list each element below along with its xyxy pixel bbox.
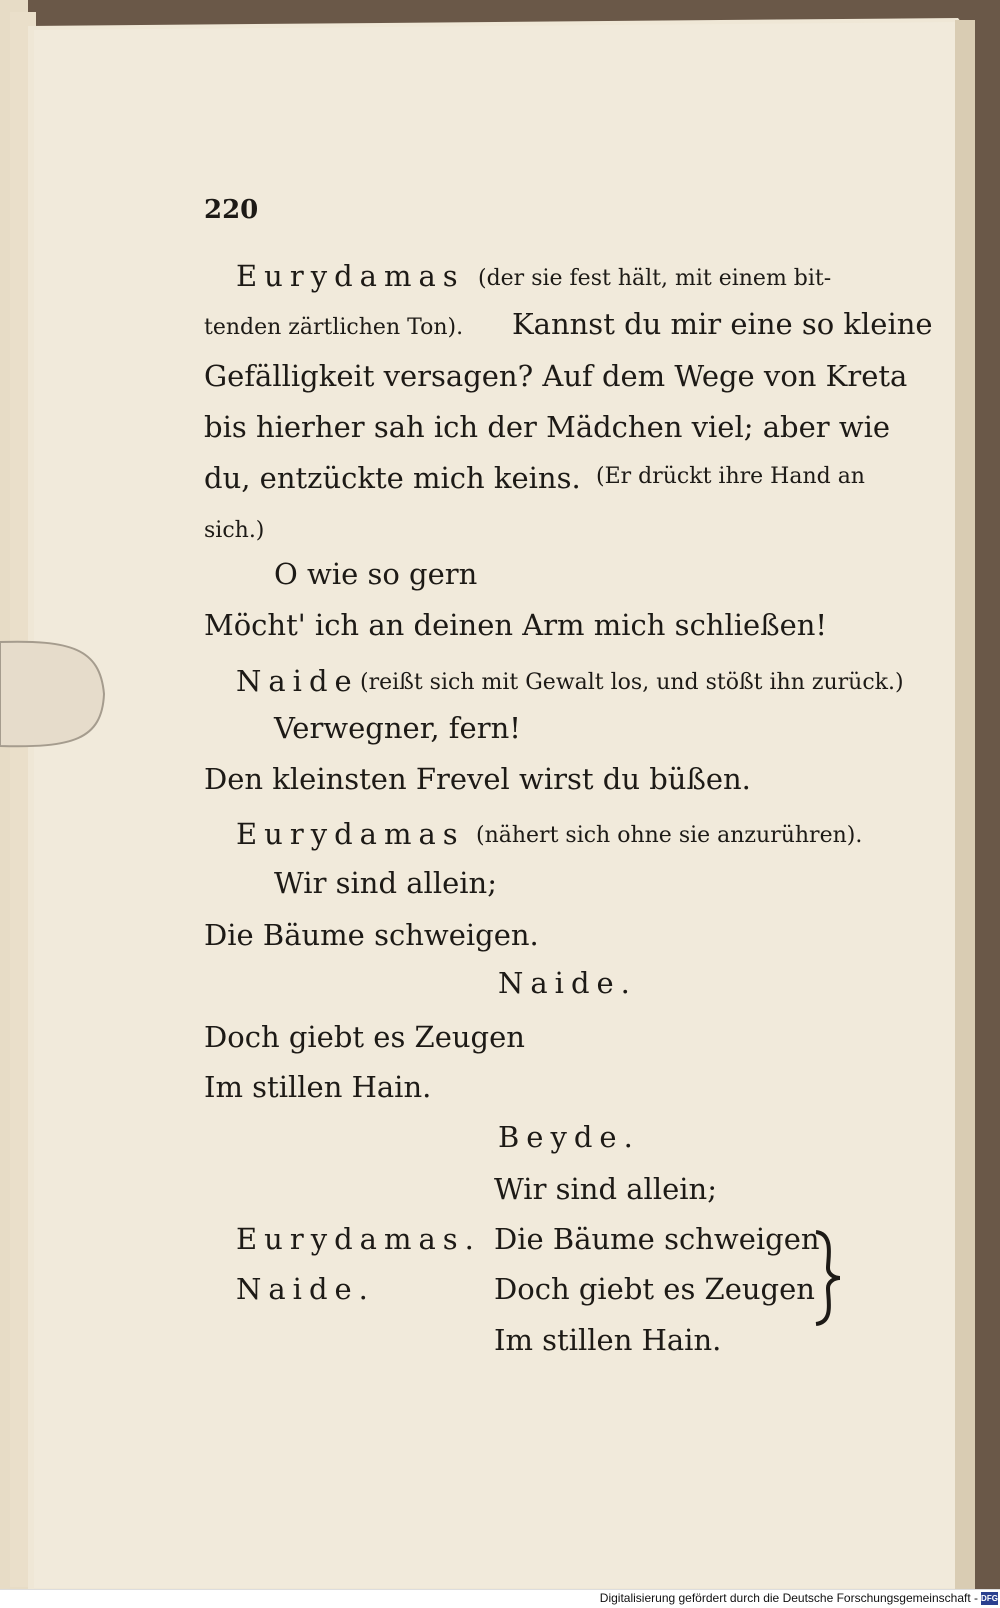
text-line: du, entzückte mich keins.: [204, 461, 581, 495]
text-line: Den kleinsten Frevel wirst du büßen.: [204, 762, 751, 796]
text-line: Doch giebt es Zeugen: [494, 1272, 815, 1306]
text-line: Wir sind allein;: [494, 1172, 717, 1206]
speaker-label: Beyde.: [498, 1120, 640, 1154]
stage-direction: tenden zärtlichen Ton).: [204, 315, 464, 340]
stage-direction: (nähert sich ohne sie anzurühren).: [476, 823, 863, 848]
text-line: bis hierher sah ich der Mädchen viel; aber wie: [204, 410, 891, 444]
page-number: 220: [204, 195, 259, 225]
footer-credit: Digitalisierung gefördert durch die Deutsche Forschungsgemeinschaft -: [599, 1591, 978, 1605]
stage-direction: (der sie fest hält, mit einem bit-: [478, 266, 832, 291]
text-line: Wir sind allein;: [274, 866, 497, 900]
speaker-label: Naide.: [236, 1272, 375, 1306]
text-line: Die Bäume schweigen: [494, 1222, 820, 1256]
text-line: Im stillen Hain.: [494, 1323, 722, 1357]
speaker-label: Eurydamas.: [236, 1222, 481, 1256]
speaker-label: Eurydamas: [236, 817, 465, 851]
text-line: Im stillen Hain.: [204, 1070, 432, 1104]
dfg-logo: DFG: [981, 1594, 998, 1603]
text-line: Kannst du mir eine so kleine: [512, 307, 933, 341]
curly-brace: [808, 1228, 848, 1328]
text-line: Möcht' ich an deinen Arm mich schließen!: [204, 608, 828, 642]
speaker-label: Naide: [236, 664, 359, 698]
stage-direction: (Er drückt ihre Hand an: [596, 464, 865, 489]
stage-direction: (reißt sich mit Gewalt los, und stößt ihn zurück.): [360, 670, 904, 695]
stage-direction: sich.): [204, 518, 265, 543]
text-line: Die Bäume schweigen.: [204, 918, 539, 952]
speaker-label: Naide.: [498, 966, 637, 1000]
text-line: Verwegner, fern!: [274, 711, 521, 745]
text-line: Gefälligkeit versagen? Auf dem Wege von Kreta: [204, 359, 908, 393]
text-line: O wie so gern: [274, 557, 478, 591]
text-line: Doch giebt es Zeugen: [204, 1020, 525, 1054]
speaker-label: Eurydamas: [236, 259, 465, 293]
digitization-footer: [0, 1589, 1000, 1608]
